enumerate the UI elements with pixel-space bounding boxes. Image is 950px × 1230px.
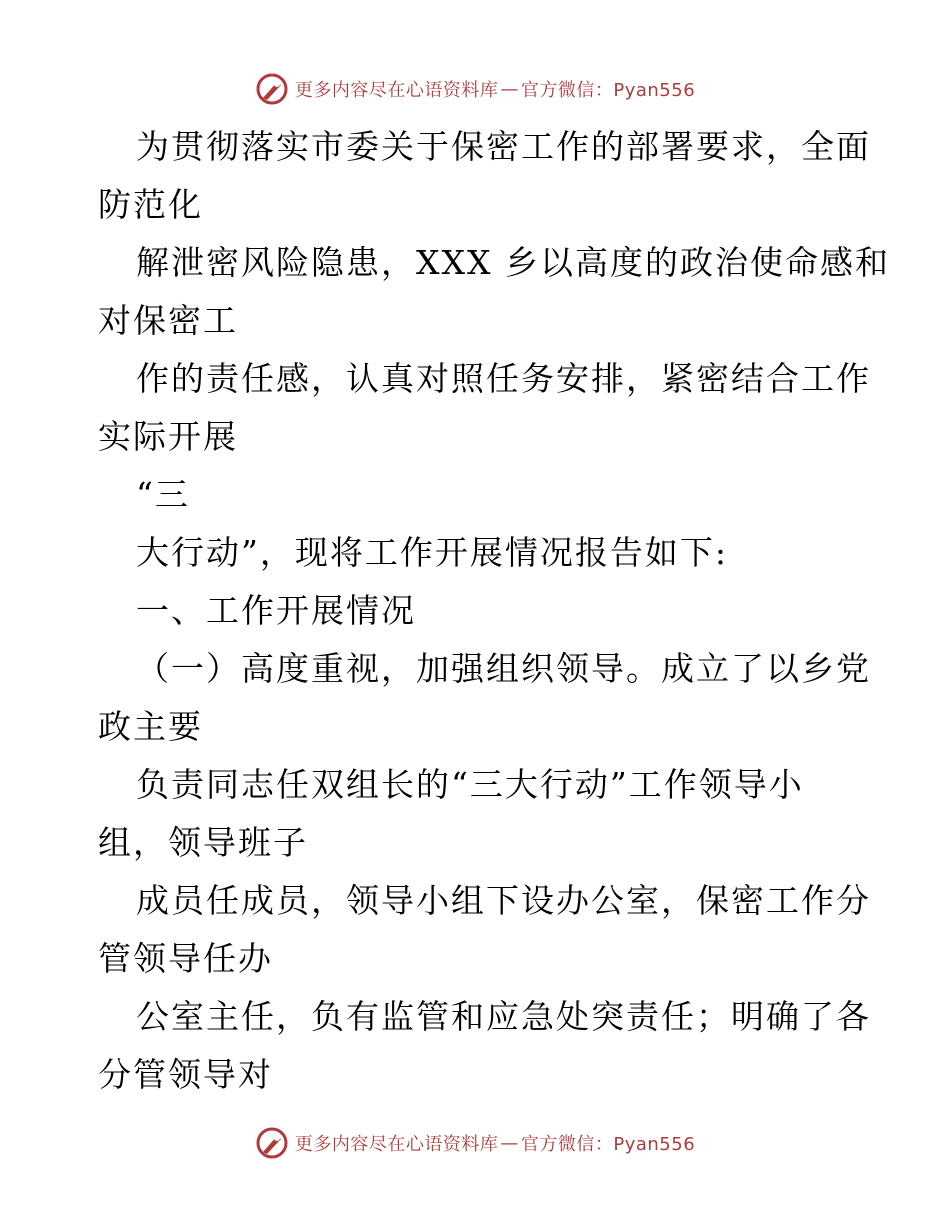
body-line: （一）高度重视，加强组织领导。成立了以乡党 — [136, 649, 871, 688]
watermark-text: 更多内容尽在心语资料库 — [294, 80, 499, 101]
body-line: 一、工作开展情况 — [136, 591, 416, 630]
body-line: 公室主任，负有监管和应急处突责任；明确了各 — [136, 997, 871, 1036]
watermark-text: 更多内容尽在心语资料库 — [294, 1134, 499, 1155]
watermark-separator: — — [500, 78, 519, 100]
body-line: 成员任成员，领导小组下设办公室，保密工作分 — [136, 881, 871, 920]
watermark-separator: — — [500, 1132, 519, 1154]
pen-logo-icon — [255, 72, 289, 106]
body-line: 政主要 — [98, 707, 203, 746]
body-line: 实际开展 — [98, 417, 238, 456]
body-line: 组，领导班子 — [98, 823, 308, 862]
pen-logo-icon — [255, 1126, 289, 1160]
document-body — [98, 118, 890, 1104]
body-line: 作的责任感，认真对照任务安排，紧密结合工作 — [136, 359, 871, 398]
body-line: 大行动”，现将工作开展情况报告如下: — [136, 533, 728, 572]
body-line: 负责同志任双组长的“三大行动”工作领导小 — [136, 765, 804, 804]
body-line: 防范化 — [98, 185, 203, 224]
body-line: 为贯彻落实市委关于保密工作的部署要求，全面 — [136, 127, 871, 166]
header-watermark — [0, 72, 950, 106]
watermark-contact: 官方微信：Pyan556 — [520, 80, 696, 101]
body-line: 管领导任办 — [98, 939, 273, 978]
body-line: 对保密工 — [98, 301, 238, 340]
footer-watermark — [0, 1126, 950, 1160]
watermark-contact: 官方微信：Pyan556 — [520, 1134, 696, 1155]
body-line: 分管领导对 — [98, 1055, 273, 1094]
body-line: “三 — [136, 475, 190, 514]
body-line: 解泄密风险隐患，XXX 乡以高度的政治使命感和 — [136, 243, 890, 282]
